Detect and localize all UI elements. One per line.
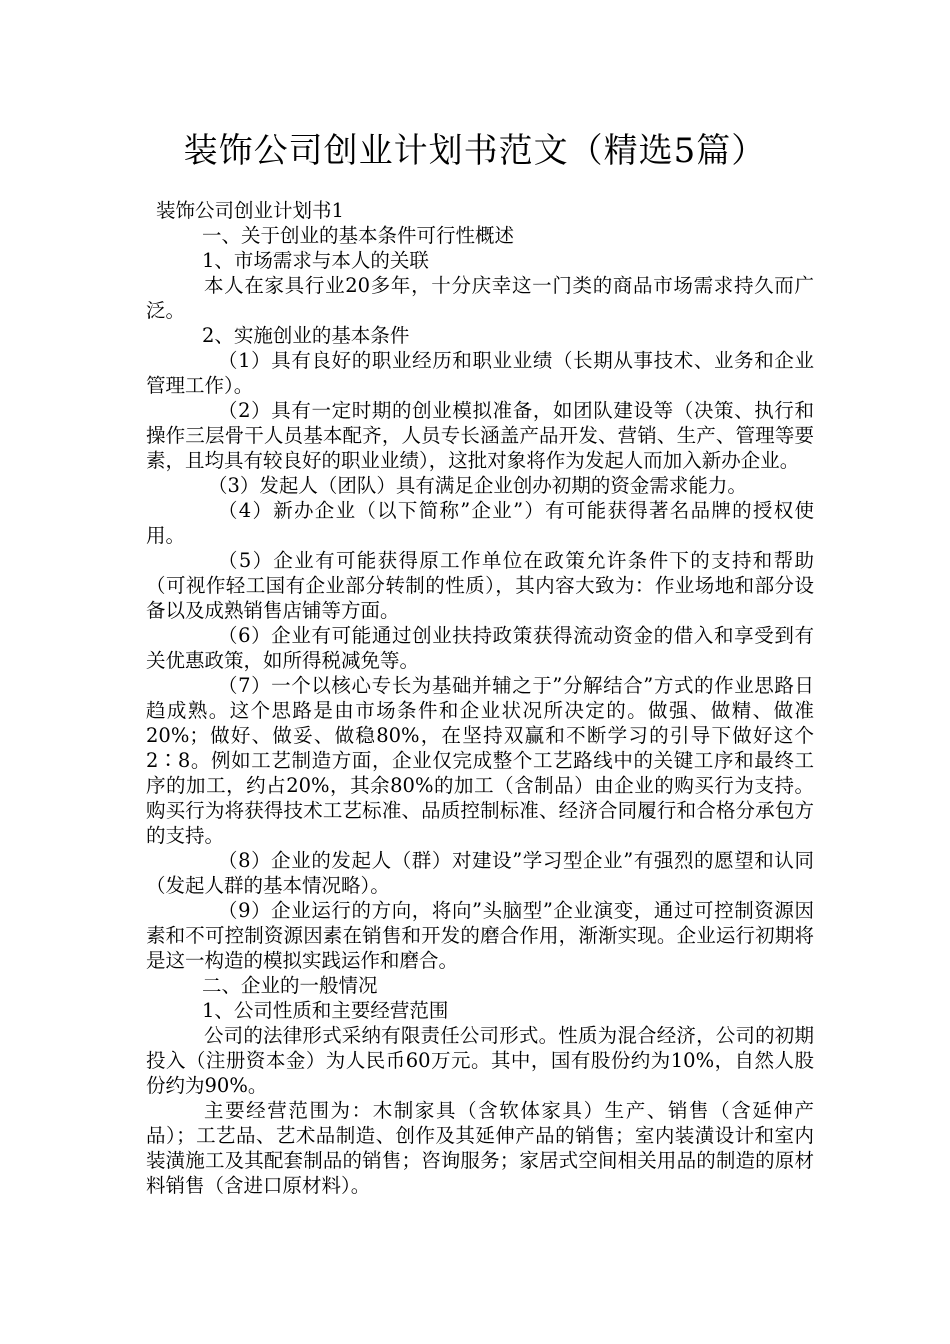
paragraph: （7）一个以核心专长为基础并辅之于”分解结合”方式的作业思路日趋成熟。这个思路是由市场条件和企业状况所决定的。做强、做精、做准20%；做好、做妥、做稳80%，在坚持双赢和不断学习的引导下做好这个2∶8。例如工艺制造方面，企业仅完成整个工艺路线中的关键工序和最终工序的加工，约占20%，其余80%的加工（含制品）由企业的购买行为支持。购买行为将获得技术工艺标准、品质控制标准、经济合同履行和合格分承包方的支持。 [146, 674, 814, 847]
section-heading: 装饰公司创业计划书1 [156, 199, 344, 222]
paragraph: （9）企业运行的方向，将向”头脑型”企业演变，通过可控制资源因素和不可控制资源因素在销售和开发的磨合作用，渐渐实现。企业运行初期将是这一构造的模拟实践运作和磨合。 [146, 899, 814, 972]
document-body [146, 198, 814, 1198]
paragraph: （4）新办企业（以下简称”企业”）有可能获得著名品牌的授权使用。 [146, 499, 814, 547]
chapter-heading: 二、企业的一般情况 [202, 974, 378, 997]
subsection-heading: 2、实施创业的基本条件 [202, 324, 410, 347]
paragraph: 本人在家具行业20多年，十分庆幸这一门类的商品市场需求持久而广泛。 [146, 274, 814, 322]
paragraph: 主要经营范围为：木制家具（含软体家具）生产、销售（含延伸产品）；工艺品、艺术品制造、创作及其延伸产品的销售；室内装潢设计和室内装潢施工及其配套制品的销售；咨询服务；家居式空间相关用品的制造的原材料销售（含进口原材料）。 [146, 1099, 814, 1197]
paragraph: （5）企业有可能获得原工作单位在政策允许条件下的支持和帮助（可视作轻工国有企业部分转制的性质），其内容大致为：作业场地和部分设备以及成熟销售店铺等方面。 [146, 549, 814, 622]
paragraph: （1）具有良好的职业经历和职业业绩（长期从事技术、业务和企业管理工作）。 [146, 349, 814, 397]
chapter-heading: 一、关于创业的基本条件可行性概述 [202, 224, 515, 247]
paragraph: 公司的法律形式采纳有限责任公司形式。性质为混合经济，公司的初期投入（注册资本金）为人民币60万元。其中，国有股份约为10%，自然人股份约为90%。 [146, 1024, 814, 1097]
subsection-heading: 1、市场需求与本人的关联 [202, 249, 429, 272]
subsection-heading: 1、公司性质和主要经营范围 [202, 999, 449, 1022]
paragraph: （8）企业的发起人（群）对建设”学习型企业”有强烈的愿望和认同（发起人群的基本情况略）。 [146, 849, 814, 897]
paragraph: （2）具有一定时期的创业模拟准备，如团队建设等（决策、执行和操作三层骨干人员基本配齐，人员专长涵盖产品开发、营销、生产、管理等要素，且均具有较良好的职业业绩），这批对象将作为发起人而加入新办企业。 [146, 399, 814, 472]
paragraph: （3）发起人（团队）具有满足企业创办初期的资金需求能力。 [208, 474, 747, 497]
paragraph: （6）企业有可能通过创业扶持政策获得流动资金的借入和享受到有关优惠政策，如所得税减免等。 [146, 624, 814, 672]
document-title: 装饰公司创业计划书范文（精选5篇） [183, 131, 767, 171]
